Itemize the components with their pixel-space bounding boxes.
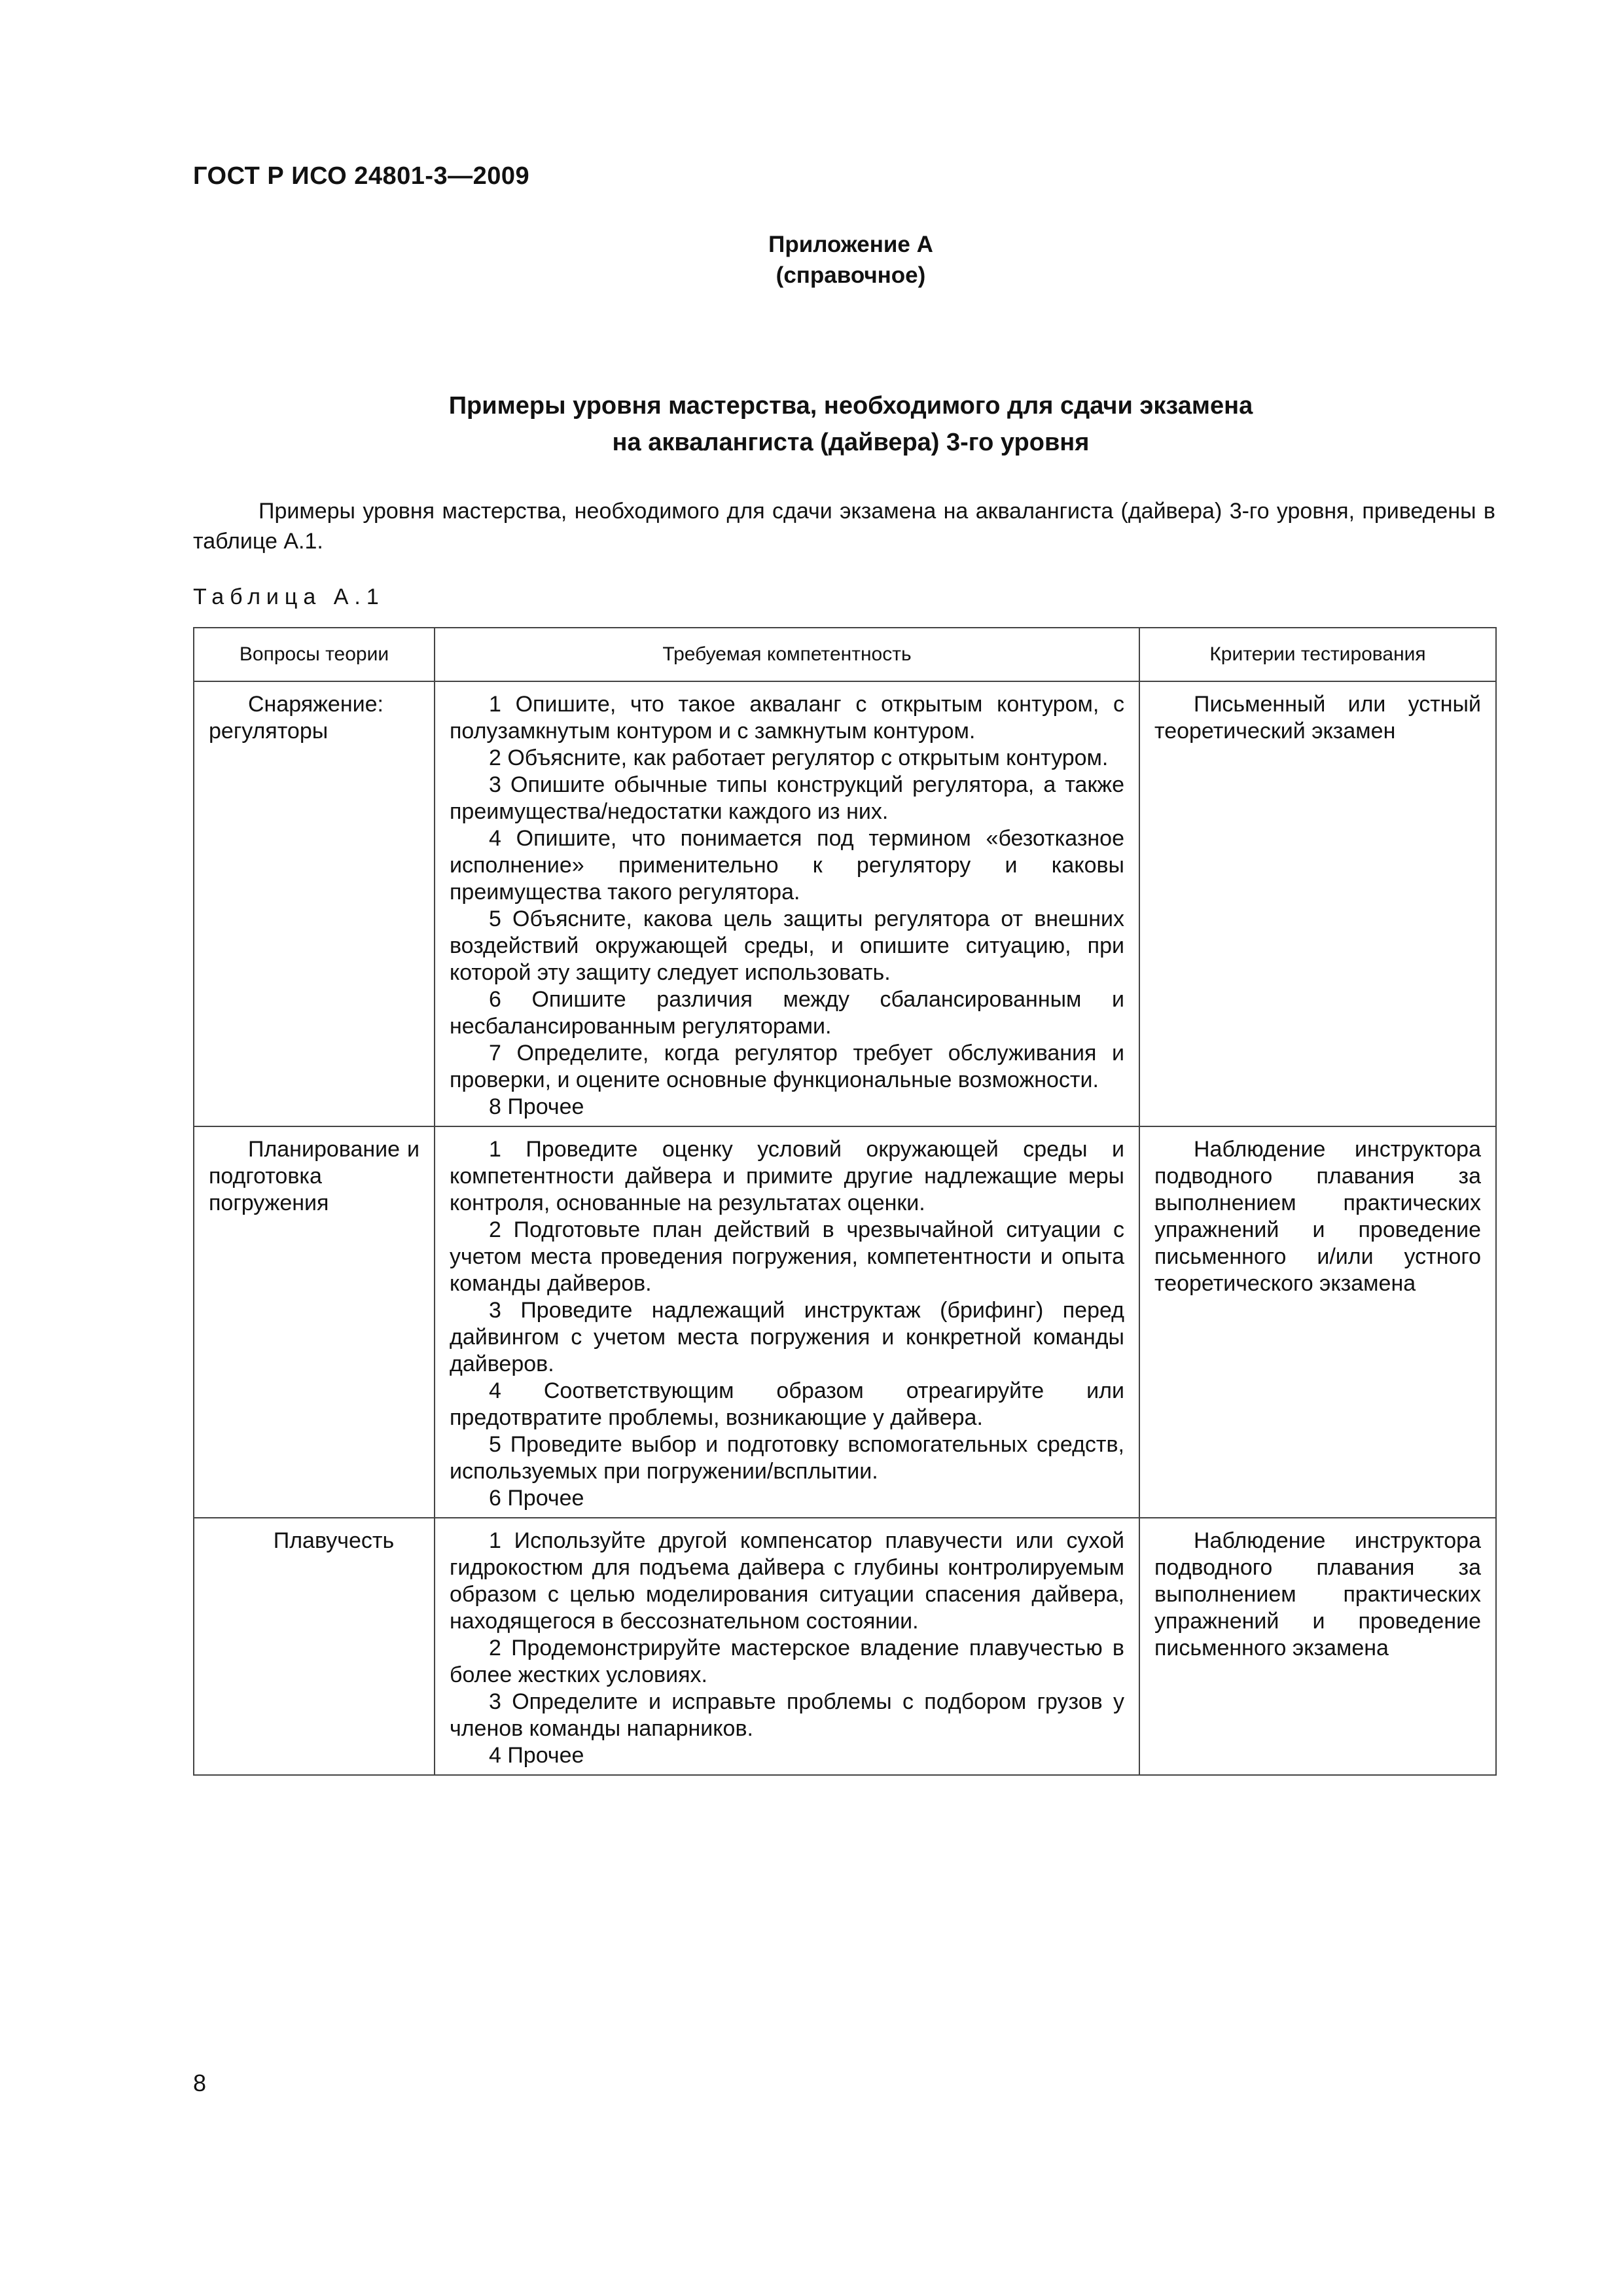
appendix-heading — [0, 229, 1623, 291]
page-number: 8 — [193, 2070, 207, 2096]
competence-item: 5 Объясните, какова цель защиты регулятора от внешних воздействий окружающей среды, и опишите ситуацию, при которой эту защиту следует использовать. — [450, 906, 1124, 985]
competence-item: 2 Подготовьте план действий в чрезвычайной ситуации с учетом места проведения погружения, компетентности и опыта команды дайверов. — [450, 1217, 1124, 1296]
competence-cell — [435, 1126, 1139, 1518]
column-header-criteria: Критерии тестирования — [1139, 628, 1496, 681]
topic-cell: Снаряжение: регуляторы — [194, 681, 435, 1126]
table-caption: Таблица А.1 — [193, 584, 385, 609]
competence-item: 7 Определите, когда регулятор требует обслуживания и проверки, и оцените основные функциональные возможности. — [450, 1041, 1124, 1092]
table-row — [194, 1518, 1496, 1775]
appendix-subtitle: (справочное) — [776, 262, 926, 288]
competence-item: 4 Прочее — [489, 1743, 584, 1768]
criteria-cell: Письменный или устный теоретический экзамен — [1139, 681, 1496, 1126]
competence-item: 6 Прочее — [489, 1486, 584, 1511]
competence-item: 2 Продемонстрируйте мастерское владение плавучестью в более жестких условиях. — [450, 1636, 1124, 1687]
competence-item: 3 Опишите обычные типы конструкций регулятора, а также преимущества/недостатки каждого из них. — [450, 772, 1124, 824]
competence-item: 2 Объясните, как работает регулятор с открытым контуром. — [489, 745, 1109, 770]
table-row — [194, 681, 1496, 1126]
intro-paragraph: Примеры уровня мастерства, необходимого для сдачи экзамена на аквалангиста (дайвера) 3-го уровня, приведены в таблице А.1. — [193, 499, 1495, 554]
table-header-row — [194, 628, 1496, 681]
competence-item: 8 Прочее — [489, 1094, 584, 1119]
competence-item: 4 Опишите, что понимается под термином «безотказное исполнение» применительно к регулятору и каковы преимущества такого регулятора. — [450, 826, 1124, 905]
competence-item: 1 Используйте другой компенсатор плавучести или сухой гидрокостюм для подъема дайвера с глубины контролируемым образом с целью моделирования ситуации спасения дайвера, находящегося в бессознательном состоянии. — [450, 1528, 1124, 1634]
competence-cell — [435, 681, 1139, 1126]
criteria-cell: Наблюдение инструктора подводного плавания за выполнением практических упражнений и проведение письменного экзамена — [1139, 1518, 1496, 1775]
competence-item: 5 Проведите выбор и подготовку вспомогательных средств, используемых при погружении/всплытии. — [450, 1432, 1124, 1484]
document-header: ГОСТ Р ИСО 24801-3—2009 — [193, 162, 530, 190]
topic-cell: Планирование и подготовка погружения — [194, 1126, 435, 1518]
column-header-competence: Требуемая компетентность — [435, 628, 1139, 681]
appendix-title: Приложение А — [768, 232, 933, 257]
competence-table — [193, 627, 1497, 1776]
competence-item: 3 Проведите надлежащий инструктаж (брифинг) перед дайвингом с учетом места погружения и конкретной команды дайверов. — [450, 1298, 1124, 1376]
table-row — [194, 1126, 1496, 1518]
competence-item: 1 Опишите, что такое акваланг с открытым контуром, с полузамкнутым контуром и с замкнутым контуром. — [450, 692, 1124, 744]
section-title — [0, 387, 1623, 461]
competence-item: 6 Опишите различия между сбалансированным и несбалансированным регуляторами. — [450, 987, 1124, 1039]
competence-item: 3 Определите и исправьте проблемы с подбором грузов у членов команды напарников. — [450, 1689, 1124, 1741]
section-title-line-1: Примеры уровня мастерства, необходимого для сдачи экзамена — [448, 392, 1253, 420]
competence-cell — [435, 1518, 1139, 1775]
section-title-line-2: на аквалангиста (дайвера) 3-го уровня — [612, 429, 1090, 456]
column-header-theory: Вопросы теории — [194, 628, 435, 681]
topic-cell: Плавучесть — [194, 1518, 435, 1775]
criteria-cell: Наблюдение инструктора подводного плавания за выполнением практических упражнений и проведение письменного и/или устного теоретического экзамена — [1139, 1126, 1496, 1518]
competence-item: 4 Соответствующим образом отреагируйте или предотвратите проблемы, возникающие у дайвера. — [450, 1378, 1124, 1430]
competence-item: 1 Проведите оценку условий окружающей среды и компетентности дайвера и примите другие надлежащие меры контроля, основанные на результатах оценки. — [450, 1137, 1124, 1215]
